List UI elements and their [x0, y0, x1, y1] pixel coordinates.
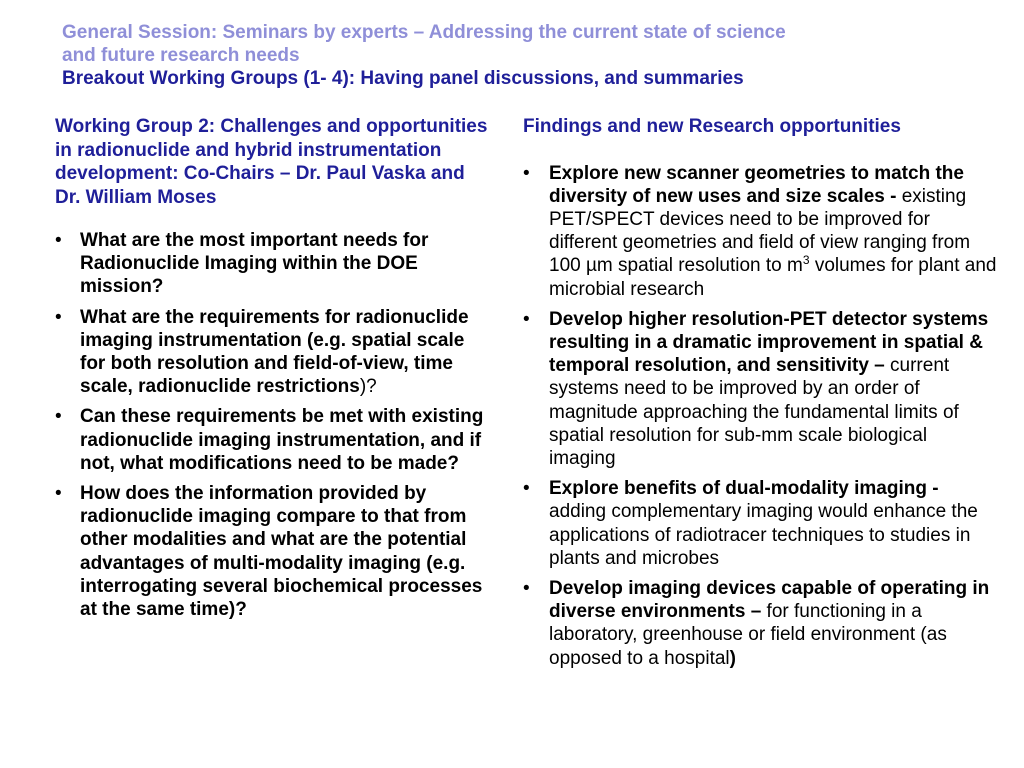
list-item — [55, 306, 493, 399]
bullet-point: • — [55, 406, 62, 428]
question-text: What are the most important needs for Radionuclide Imaging within the DOE mission? — [80, 230, 429, 298]
right-column — [523, 115, 998, 677]
question-text: What are the requirements for radionuclide imaging instrumentation (e.g. spatial scale for both resolution and field-of-view, time scale, radionuclide restrictions — [80, 306, 469, 398]
slide-header — [62, 21, 962, 90]
bullet-point: • — [523, 162, 530, 184]
findings-list — [523, 162, 998, 670]
question-text: Can these requirements be met with existing radionuclide imaging instrumentation, and if not, what modifications need to be made? — [80, 406, 484, 474]
header-breakout-groups: Breakout Working Groups (1- 4): Having panel discussions, and summaries — [62, 68, 744, 89]
bullet-point: • — [523, 577, 530, 599]
finding-text-tail: volumes for plant and microbial research — [549, 255, 997, 300]
list-item — [55, 405, 493, 475]
question-text-tail: )? — [359, 376, 377, 398]
list-item — [55, 229, 493, 299]
header-general-session-line2: and future research needs — [62, 45, 300, 66]
list-item — [523, 308, 998, 470]
superscript: 3 — [802, 253, 810, 268]
finding-text: existing PET/SPECT devices need to be improved for different geometries and field of view ranging from 100 µm spatial resolution to m — [549, 185, 971, 277]
finding-heading: Explore benefits of dual-modality imaging - — [549, 478, 939, 500]
question-text: How does the information provided by radionuclide imaging compare to that from other modalities and what are the potential advantages of multi-modality imaging (e.g. interrogating several biochemical processes at the same time)? — [80, 483, 483, 621]
finding-text: adding complementary imaging would enhance the applications of radiotracer techniques to studies in plants and microbes — [549, 501, 978, 569]
bullet-point: • — [55, 230, 62, 251]
finding-heading: Explore new scanner geometries to match the diversity of new uses and size scales - — [549, 162, 964, 207]
finding-text: for functioning in a laboratory, greenhouse or field environment (as opposed to a hospital — [549, 601, 947, 669]
list-item — [523, 162, 998, 301]
list-item — [55, 482, 493, 621]
list-item — [523, 577, 998, 670]
questions-list — [55, 229, 493, 621]
finding-heading: Develop imaging devices capable of operating in diverse environments – — [549, 577, 990, 623]
header-general-session-line1: General Session: Seminars by experts – Addressing the current state of science — [62, 22, 786, 43]
finding-text: current systems need to be improved by an order of magnitude approaching the fundamental limits of spatial resolution for sub-mm scale biological imaging — [549, 355, 959, 469]
list-item — [523, 477, 998, 570]
finding-heading: Develop higher resolution-PET detector systems resulting in a dramatic improvement in spatial & temporal resolution, and sensitivity – — [549, 308, 989, 377]
left-column — [55, 115, 493, 628]
closing-paren: ) — [729, 647, 736, 669]
working-group-title: Working Group 2: Challenges and opportunities in radionuclide and hybrid instrumentation development: Co-Chairs – Dr. Paul Vaska and Dr. William Moses — [55, 116, 488, 208]
bullet-point: • — [523, 478, 530, 500]
bullet-point: • — [55, 483, 62, 505]
bullet-point: • — [523, 308, 530, 330]
bullet-point: • — [55, 306, 62, 328]
findings-title: Findings and new Research opportunities — [523, 116, 901, 137]
